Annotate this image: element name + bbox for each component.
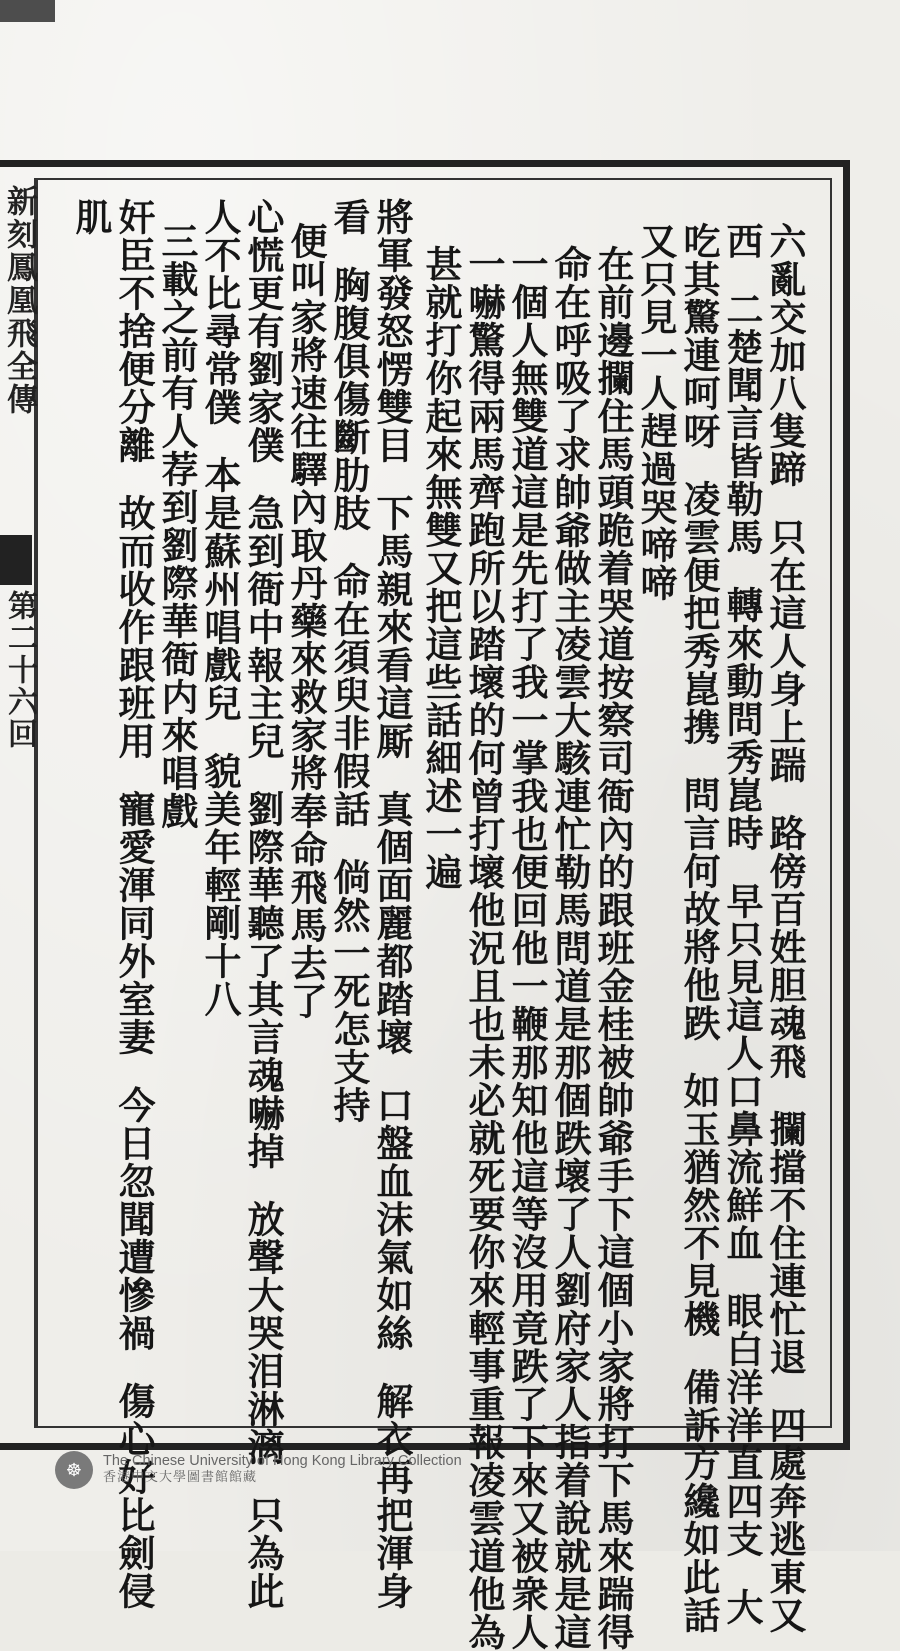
text-phrase: 胸腹俱傷斷肋肢 (327, 266, 371, 532)
book-title: 新刻鳳凰飛全傳 (1, 185, 37, 416)
text-phrase: 劉際華聽了其言魂嚇掉 (241, 790, 285, 1170)
text-phrase: 六亂交加八隻蹄 (763, 222, 807, 488)
text-phrase: 人不比尋常僕 (198, 198, 242, 426)
text-phrase: 將軍發怒愣雙目 (370, 198, 414, 464)
text-column (548, 245, 592, 1651)
text-phrase: 今日忽聞遭慘禍 (112, 1086, 156, 1352)
text-column (327, 198, 371, 1124)
spine-fishtail-mark (0, 535, 32, 585)
text-column (419, 245, 463, 891)
text-phrase: 備訴方纔如此話 (677, 1368, 721, 1634)
text-column (634, 222, 678, 602)
text-phrase: 只在這人身上踹 (763, 518, 807, 784)
text-phrase: 命在呼吸了求帥爺做主凌雲大駭連忙勒馬問道是那個跌壞了人劉府家人指着說就是這 (548, 245, 592, 1651)
text-phrase: 急到衙中報主兒 (241, 494, 285, 760)
text-phrase: 甚就打你起來無雙又把這些話細述一遍 (419, 245, 463, 891)
text-phrase: 奸臣不捨便分離 (112, 198, 156, 464)
text-phrase: 寵愛渾同外室妻 (112, 790, 156, 1056)
text-phrase: 又只見一人趕過哭啼啼 (634, 222, 678, 602)
text-column (720, 222, 764, 1626)
text-phrase: 問言何故將他跌 (677, 776, 721, 1042)
text-column (677, 222, 721, 1634)
text-phrase: 心慌更有劉家僕 (241, 198, 285, 464)
text-column (591, 245, 635, 1651)
page-corner-shadow (0, 0, 55, 22)
text-phrase: 四處奔逃東又 (763, 1406, 807, 1634)
text-phrase: 吃其驚連呵呀 (677, 222, 721, 450)
credit-english: The Chinese University of Hong Kong Library Collection (103, 1452, 462, 1469)
text-column (370, 198, 414, 1610)
credit-chinese: 香港中文大學圖書館館藏 (103, 1470, 258, 1486)
text-column (69, 198, 113, 236)
text-phrase: 轉來動問秀崑時 (720, 586, 764, 852)
text-column (763, 222, 807, 1634)
text-phrase: 本是蘇州唱戲兒 (198, 456, 242, 722)
text-phrase: 一個人無雙道這是先打了我一掌我也便回他一鞭那知他這等沒用竟跌了下來又被衆人 (505, 245, 549, 1651)
text-phrase: 在前邊攔住馬頭跪着哭道按察司衙內的跟班金桂被帥爺手下這個小家將打下馬來踹得 (591, 245, 635, 1651)
text-phrase: 便叫家將速往驛內取丹藥來救家將奉命飛馬去了 (284, 222, 328, 1020)
text-phrase: 下馬親來看這厮 (370, 494, 414, 760)
text-phrase: 如玉猶然不見機 (677, 1072, 721, 1338)
text-column (462, 245, 506, 1651)
text-phrase: 命在須臾非假話 (327, 562, 371, 828)
text-column (505, 245, 549, 1651)
text-phrase: 路傍百姓胆魂飛 (763, 814, 807, 1080)
text-column (241, 198, 285, 1610)
text-phrase: 傷心好比劍侵 (112, 1382, 156, 1610)
chapter-label: 第二十六回 (2, 590, 37, 750)
text-phrase: 攔擋不住連忙退 (763, 1110, 807, 1376)
text-phrase: 看 (327, 198, 371, 236)
text-phrase: 一嚇驚得兩馬齊跑所以踏壞的何曾打壞他況且也未必就死要你來輕事重報凌雲道他為 (462, 245, 506, 1651)
text-column (198, 198, 242, 1018)
text-phrase: 凌雲便把秀崑携 (677, 480, 721, 746)
text-phrase: 眼白洋洋直四支 (720, 1292, 764, 1558)
text-phrase: 大 (720, 1588, 764, 1626)
text-phrase: 肌 (69, 198, 113, 236)
text-phrase: 放聲大哭泪淋漓 (241, 1200, 285, 1466)
text-phrase: 真個面麗都踏壞 (370, 790, 414, 1056)
text-phrase: 三載之前有人荐到劉際華衙内來唱戲 (155, 222, 199, 830)
text-phrase: 貌美年輕剛十八 (198, 752, 242, 1018)
text-phrase: 只為此 (241, 1496, 285, 1610)
text-column (284, 222, 328, 1020)
text-column (155, 222, 199, 830)
text-phrase: 早只見這人口鼻流鮮血 (720, 882, 764, 1262)
text-phrase: 西 (720, 222, 764, 260)
text-column (112, 198, 156, 1610)
library-credit (55, 1448, 462, 1492)
cuhk-library-logo-icon: ☸ (55, 1451, 93, 1489)
text-phrase: 倘然一死怎支持 (327, 858, 371, 1124)
text-phrase: 口盤血沫氣如絲 (370, 1086, 414, 1352)
text-phrase: 故而收作跟班用 (112, 494, 156, 760)
text-phrase: 二楚聞言皆勒馬 (720, 290, 764, 556)
credit-text (103, 1453, 462, 1487)
text-phrase: 解衣再把渾身 (370, 1382, 414, 1610)
